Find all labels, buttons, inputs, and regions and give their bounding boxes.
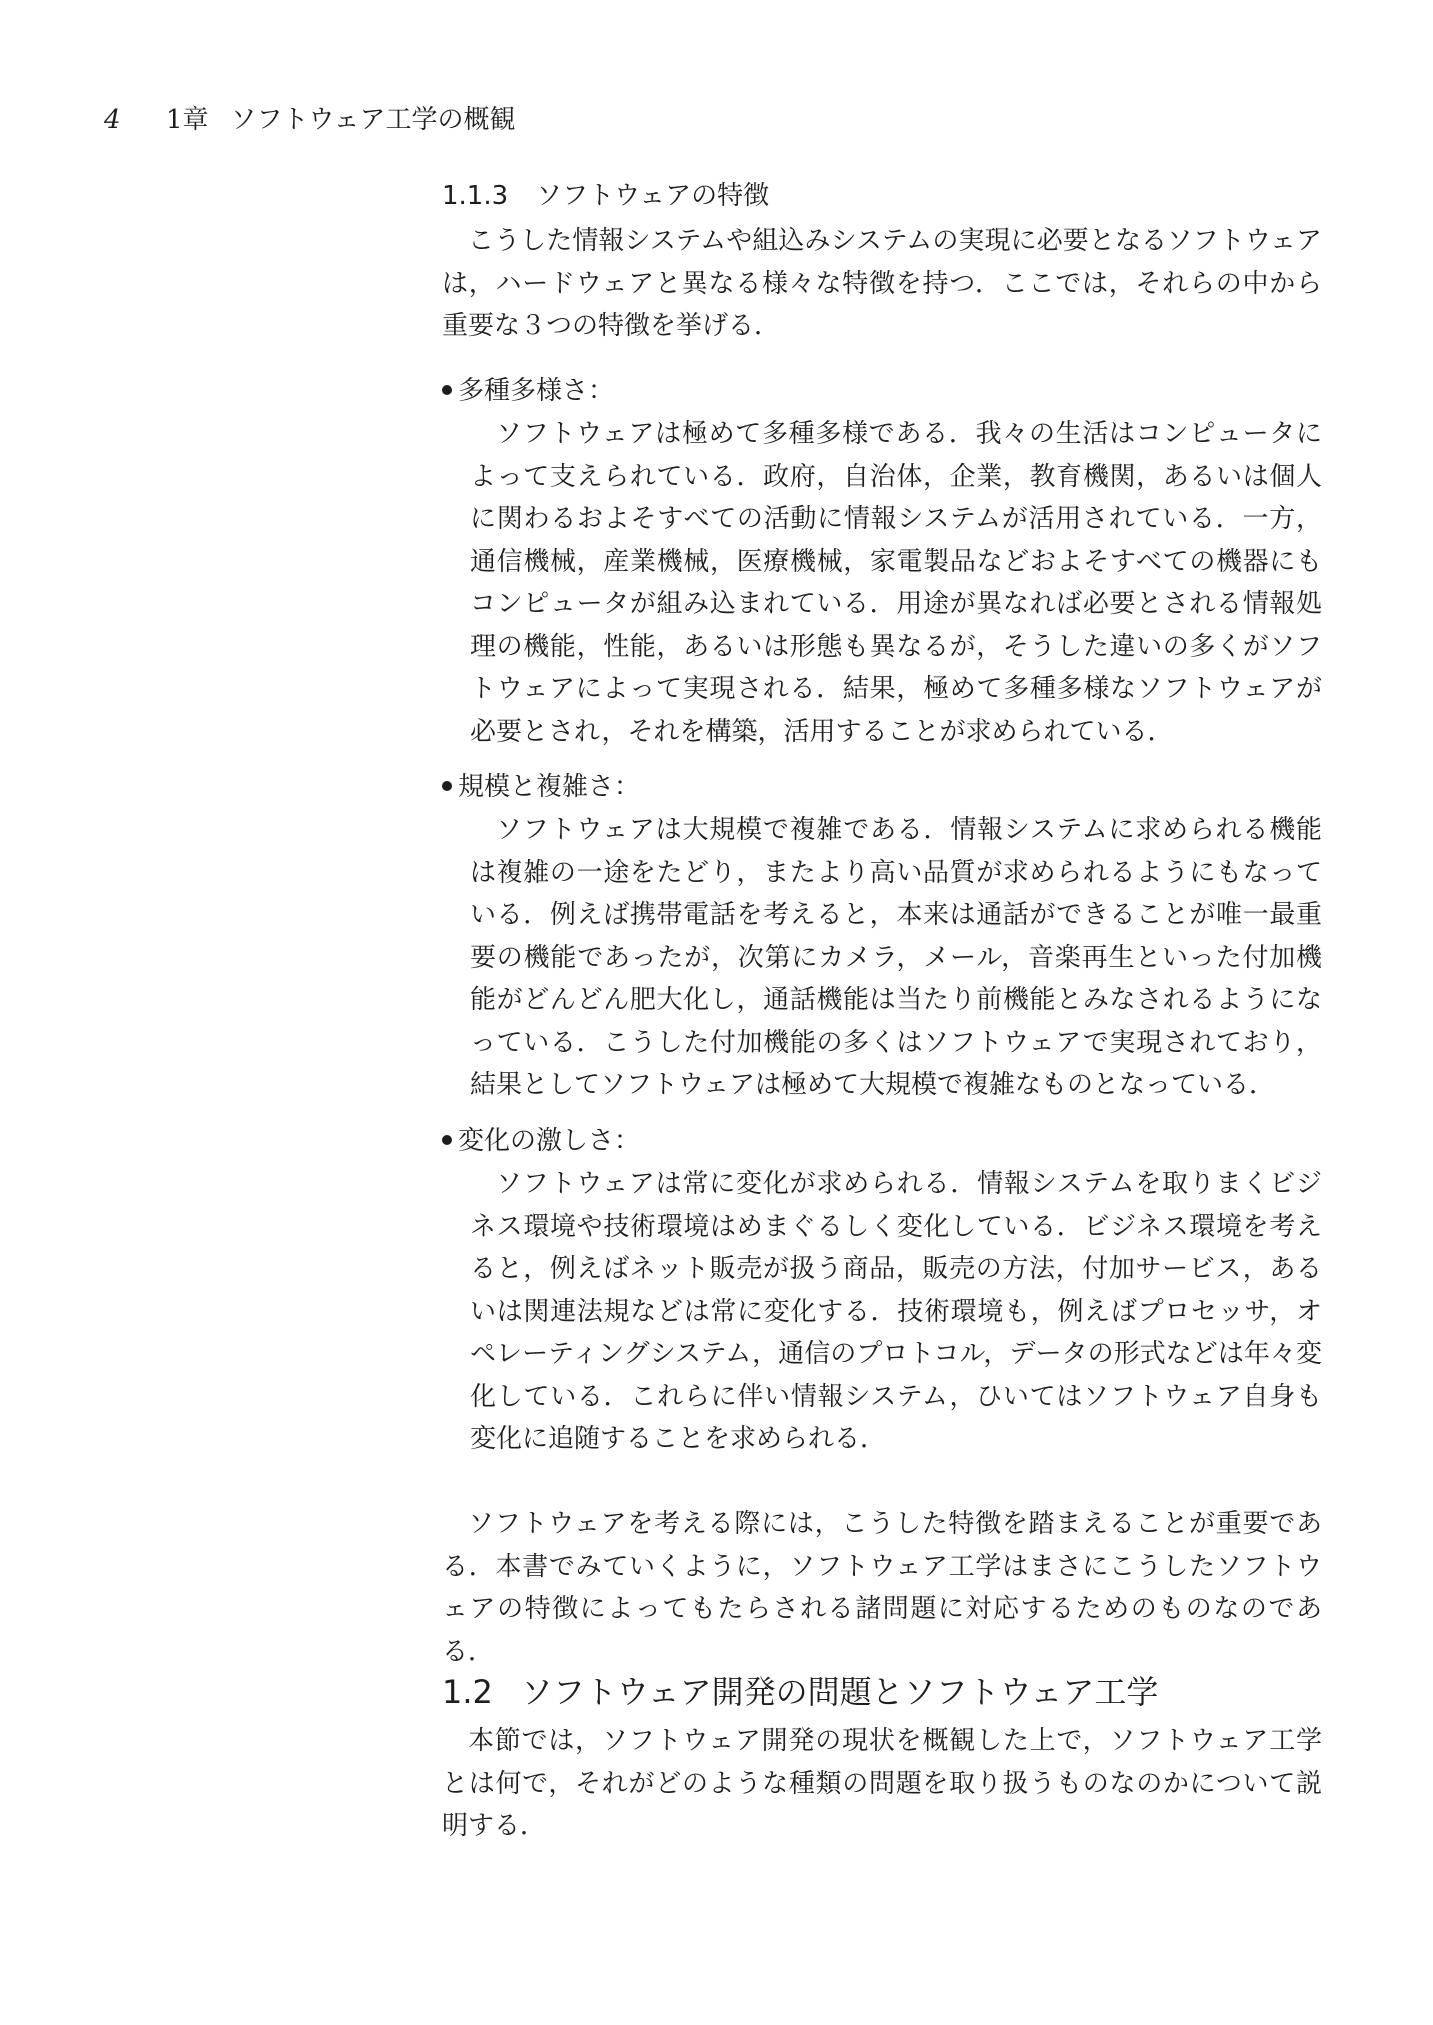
feature-label: 変化の激しさ： xyxy=(458,1126,641,1156)
section-number: 1.2 xyxy=(442,1673,493,1711)
bullet-icon xyxy=(442,1135,452,1145)
bullet-icon xyxy=(442,781,452,791)
running-header xyxy=(104,100,516,140)
feature-change-label xyxy=(442,1120,1322,1163)
chapter-title: ソフトウェア工学の概観 xyxy=(230,105,516,135)
subsection-title: ソフトウェアの特徴 xyxy=(536,181,770,211)
feature-diversity-label xyxy=(442,370,1322,413)
subsection-intro-paragraph: こうした情報システムや組込みシステムの実現に必要となるソフトウェアは，ハードウェアと異なる様々な特徴を持つ．ここでは，それらの中から重要な３つの特徴を挙げる． xyxy=(442,226,1322,341)
section-title: ソフトウェア開発の問題とソフトウェア工学 xyxy=(520,1673,1159,1711)
section-intro-paragraph: 本節では，ソフトウェア開発の現状を概観した上で，ソフトウェア工学とは何で，それがどのような種類の問題を取り扱うものなのかについて説明する． xyxy=(442,1726,1322,1841)
section-heading xyxy=(442,1669,1322,1715)
subsection-number: 1.1.3 xyxy=(442,181,509,211)
subsection-conclusion-paragraph: ソフトウェアを考える際には，こうした特徴を踏まえることが重要である．本書でみていくように，ソフトウェア工学はまさにこうしたソフトウェアの特徴によってもたらされる諸問題に対応するためのものなのである． xyxy=(442,1509,1322,1667)
page-number: 4 xyxy=(104,105,121,135)
feature-scale-label xyxy=(442,766,1322,809)
feature-change-body: ソフトウェアは常に変化が求められる．情報システムを取りまくビジネス環境や技術環境はめまぐるしく変化している．ビジネス環境を考えると，例えばネット販売が扱う商品，販売の方法，付加サービス，あるいは関連法規などは常に変化する．技術環境も，例えばプロセッサ，オペレーティングシステム，通信のプロトコル，データの形式などは年々変化している．これらに伴い情報システム，ひいてはソフトウェア自身も変化に追随することを求められる． xyxy=(470,1169,1322,1454)
feature-label: 規模と複雑さ： xyxy=(458,772,641,802)
bullet-icon xyxy=(442,385,452,395)
subsection-heading xyxy=(442,176,1322,216)
feature-label: 多種多様さ： xyxy=(458,376,615,406)
feature-scale-body: ソフトウェアは大規模で複雑である．情報システムに求められる機能は複雑の一途をたどり，またより高い品質が求められるようにもなっている．例えば携帯電話を考えると，本来は通話ができることが唯一最重要の機能であったが，次第にカメラ，メール，音楽再生といった付加機能がどんどん肥大化し，通話機能は当たり前機能とみなされるようになっている．こうした付加機能の多くはソフトウェアで実現されており，結果としてソフトウェアは極めて大規模で複雑なものとなっている． xyxy=(470,815,1322,1100)
feature-diversity-body: ソフトウェアは極めて多種多様である．我々の生活はコンピュータによって支えられている．政府，自治体，企業，教育機関，あるいは個人に関わるおよそすべての活動に情報システムが活用されている．一方，通信機械，産業機械，医療機械，家電製品などおよそすべての機器にもコンピュータが組み込まれている．用途が異なれば必要とされる情報処理の機能，性能，あるいは形態も異なるが，そうした違いの多くがソフトウェアによって実現される．結果，極めて多種多様なソフトウェアが必要とされ，それを構築，活用することが求められている． xyxy=(470,419,1322,747)
chapter-label: 1章 xyxy=(166,105,209,135)
